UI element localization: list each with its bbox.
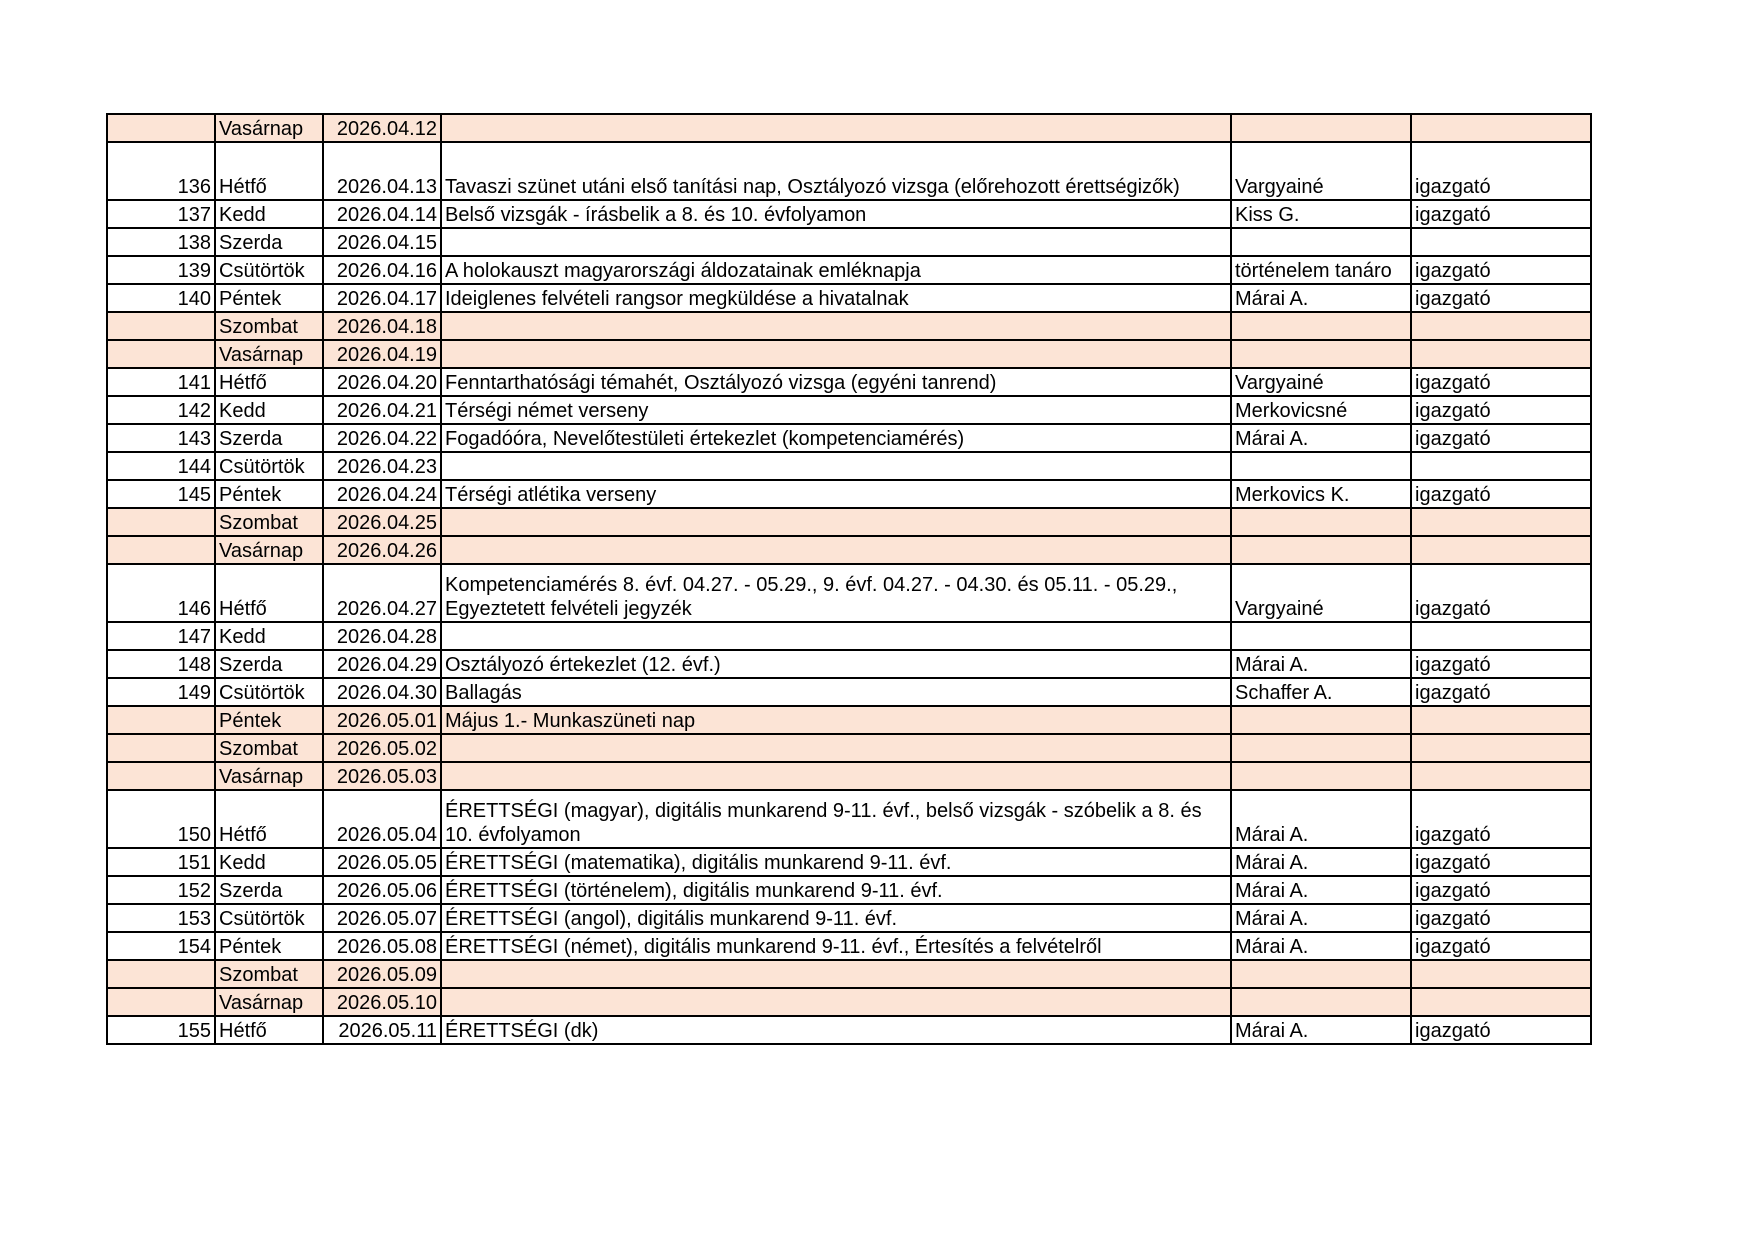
event-cell: ÉRETTSÉGI (angol), digitális munkarend 9-11. évf.	[441, 904, 1231, 932]
row-number-cell: 142	[107, 396, 215, 424]
date-cell: 2026.05.06	[323, 876, 441, 904]
row-number-cell: 155	[107, 1016, 215, 1044]
table-row	[107, 142, 1591, 200]
schedule-table	[106, 113, 1592, 1045]
approver-cell	[1411, 622, 1591, 650]
responsible-cell: történelem tanáro	[1231, 256, 1411, 284]
event-cell: Fogadóóra, Nevelőtestületi értekezlet (kompetenciamérés)	[441, 424, 1231, 452]
event-cell	[441, 340, 1231, 368]
table-row	[107, 368, 1591, 396]
event-cell	[441, 734, 1231, 762]
weekday-cell: Vasárnap	[215, 988, 323, 1016]
responsible-cell	[1231, 536, 1411, 564]
weekday-cell: Csütörtök	[215, 452, 323, 480]
row-number-cell	[107, 536, 215, 564]
row-number-cell	[107, 508, 215, 536]
weekday-cell: Szerda	[215, 228, 323, 256]
approver-cell: igazgató	[1411, 904, 1591, 932]
row-number-cell: 140	[107, 284, 215, 312]
responsible-cell	[1231, 988, 1411, 1016]
row-number-cell	[107, 114, 215, 142]
event-cell: ÉRETTSÉGI (dk)	[441, 1016, 1231, 1044]
responsible-cell: Márai A.	[1231, 1016, 1411, 1044]
row-number-cell	[107, 734, 215, 762]
row-number-cell	[107, 312, 215, 340]
responsible-cell: Márai A.	[1231, 790, 1411, 848]
responsible-cell	[1231, 734, 1411, 762]
event-cell	[441, 452, 1231, 480]
approver-cell: igazgató	[1411, 932, 1591, 960]
row-number-cell: 138	[107, 228, 215, 256]
weekday-cell: Csütörtök	[215, 256, 323, 284]
row-number-cell: 141	[107, 368, 215, 396]
event-cell	[441, 536, 1231, 564]
weekday-cell: Szombat	[215, 960, 323, 988]
table-row	[107, 1016, 1591, 1044]
row-number-cell: 139	[107, 256, 215, 284]
weekday-cell: Vasárnap	[215, 762, 323, 790]
approver-cell: igazgató	[1411, 1016, 1591, 1044]
table-row	[107, 114, 1591, 142]
date-cell: 2026.05.01	[323, 706, 441, 734]
table-row	[107, 480, 1591, 508]
responsible-cell	[1231, 960, 1411, 988]
event-cell: ÉRETTSÉGI (matematika), digitális munkarend 9-11. évf.	[441, 848, 1231, 876]
event-cell: ÉRETTSÉGI (német), digitális munkarend 9-11. évf., Értesítés a felvételről	[441, 932, 1231, 960]
weekday-cell: Szerda	[215, 876, 323, 904]
weekday-cell: Hétfő	[215, 790, 323, 848]
row-number-cell	[107, 706, 215, 734]
responsible-cell: Márai A.	[1231, 876, 1411, 904]
table-row	[107, 876, 1591, 904]
responsible-cell	[1231, 312, 1411, 340]
approver-cell: igazgató	[1411, 876, 1591, 904]
table-row	[107, 200, 1591, 228]
responsible-cell: Márai A.	[1231, 932, 1411, 960]
date-cell: 2026.04.25	[323, 508, 441, 536]
event-cell	[441, 228, 1231, 256]
approver-cell	[1411, 114, 1591, 142]
table-row	[107, 848, 1591, 876]
responsible-cell	[1231, 508, 1411, 536]
date-cell: 2026.04.27	[323, 564, 441, 622]
date-cell: 2026.04.26	[323, 536, 441, 564]
date-cell: 2026.04.13	[323, 142, 441, 200]
approver-cell: igazgató	[1411, 256, 1591, 284]
date-cell: 2026.05.11	[323, 1016, 441, 1044]
row-number-cell: 137	[107, 200, 215, 228]
event-cell: Fenntarthatósági témahét, Osztályozó vizsga (egyéni tanrend)	[441, 368, 1231, 396]
weekday-cell: Kedd	[215, 200, 323, 228]
approver-cell: igazgató	[1411, 396, 1591, 424]
event-cell	[441, 114, 1231, 142]
approver-cell: igazgató	[1411, 142, 1591, 200]
table-row	[107, 706, 1591, 734]
weekday-cell: Hétfő	[215, 142, 323, 200]
approver-cell	[1411, 508, 1591, 536]
event-cell	[441, 960, 1231, 988]
row-number-cell: 144	[107, 452, 215, 480]
weekday-cell: Kedd	[215, 396, 323, 424]
approver-cell	[1411, 228, 1591, 256]
approver-cell: igazgató	[1411, 848, 1591, 876]
date-cell: 2026.05.03	[323, 762, 441, 790]
responsible-cell: Márai A.	[1231, 650, 1411, 678]
row-number-cell: 154	[107, 932, 215, 960]
table-row	[107, 508, 1591, 536]
date-cell: 2026.04.29	[323, 650, 441, 678]
weekday-cell: Kedd	[215, 848, 323, 876]
date-cell: 2026.04.17	[323, 284, 441, 312]
weekday-cell: Hétfő	[215, 564, 323, 622]
responsible-cell: Kiss G.	[1231, 200, 1411, 228]
responsible-cell	[1231, 622, 1411, 650]
table-row	[107, 228, 1591, 256]
event-cell: Május 1.- Munkaszüneti nap	[441, 706, 1231, 734]
event-cell: ÉRETTSÉGI (történelem), digitális munkarend 9-11. évf.	[441, 876, 1231, 904]
approver-cell: igazgató	[1411, 200, 1591, 228]
table-row	[107, 340, 1591, 368]
table-row	[107, 790, 1591, 848]
approver-cell	[1411, 536, 1591, 564]
approver-cell	[1411, 340, 1591, 368]
table-row	[107, 396, 1591, 424]
date-cell: 2026.04.19	[323, 340, 441, 368]
responsible-cell: Schaffer A.	[1231, 678, 1411, 706]
table-row	[107, 904, 1591, 932]
weekday-cell: Szombat	[215, 734, 323, 762]
event-cell: Térségi atlétika verseny	[441, 480, 1231, 508]
responsible-cell: Márai A.	[1231, 904, 1411, 932]
weekday-cell: Hétfő	[215, 368, 323, 396]
weekday-cell: Péntek	[215, 284, 323, 312]
approver-cell: igazgató	[1411, 368, 1591, 396]
date-cell: 2026.04.14	[323, 200, 441, 228]
table-row	[107, 762, 1591, 790]
row-number-cell: 152	[107, 876, 215, 904]
approver-cell	[1411, 312, 1591, 340]
row-number-cell	[107, 762, 215, 790]
event-cell	[441, 622, 1231, 650]
approver-cell	[1411, 706, 1591, 734]
event-cell: ÉRETTSÉGI (magyar), digitális munkarend 9-11. évf., belső vizsgák - szóbelik a 8. és 10. évfolyamon	[441, 790, 1231, 848]
event-cell: Belső vizsgák - írásbelik a 8. és 10. évfolyamon	[441, 200, 1231, 228]
responsible-cell	[1231, 706, 1411, 734]
event-cell: Térségi német verseny	[441, 396, 1231, 424]
date-cell: 2026.04.30	[323, 678, 441, 706]
weekday-cell: Péntek	[215, 932, 323, 960]
approver-cell: igazgató	[1411, 480, 1591, 508]
date-cell: 2026.04.20	[323, 368, 441, 396]
approver-cell	[1411, 960, 1591, 988]
approver-cell: igazgató	[1411, 678, 1591, 706]
row-number-cell: 151	[107, 848, 215, 876]
date-cell: 2026.04.16	[323, 256, 441, 284]
weekday-cell: Csütörtök	[215, 904, 323, 932]
row-number-cell: 150	[107, 790, 215, 848]
date-cell: 2026.04.24	[323, 480, 441, 508]
event-cell: Kompetenciamérés 8. évf. 04.27. - 05.29., 9. évf. 04.27. - 04.30. és 05.11. - 05.29., Egyeztetett felvételi jegyzék	[441, 564, 1231, 622]
table-row	[107, 650, 1591, 678]
event-cell: Tavaszi szünet utáni első tanítási nap, Osztályozó vizsga (előrehozott érettségizők)	[441, 142, 1231, 200]
responsible-cell: Vargyainé	[1231, 368, 1411, 396]
date-cell: 2026.05.05	[323, 848, 441, 876]
approver-cell: igazgató	[1411, 564, 1591, 622]
weekday-cell: Vasárnap	[215, 340, 323, 368]
table-row	[107, 536, 1591, 564]
table-row	[107, 452, 1591, 480]
responsible-cell: Márai A.	[1231, 284, 1411, 312]
event-cell	[441, 508, 1231, 536]
responsible-cell	[1231, 762, 1411, 790]
date-cell: 2026.05.09	[323, 960, 441, 988]
table-row	[107, 564, 1591, 622]
date-cell: 2026.05.10	[323, 988, 441, 1016]
table-row	[107, 424, 1591, 452]
responsible-cell	[1231, 340, 1411, 368]
weekday-cell: Vasárnap	[215, 114, 323, 142]
event-cell	[441, 762, 1231, 790]
date-cell: 2026.05.04	[323, 790, 441, 848]
responsible-cell	[1231, 228, 1411, 256]
table-row	[107, 988, 1591, 1016]
row-number-cell	[107, 340, 215, 368]
approver-cell	[1411, 988, 1591, 1016]
table-row	[107, 932, 1591, 960]
event-cell: Ideiglenes felvételi rangsor megküldése a hivatalnak	[441, 284, 1231, 312]
table-row	[107, 734, 1591, 762]
weekday-cell: Kedd	[215, 622, 323, 650]
table-row	[107, 622, 1591, 650]
approver-cell	[1411, 452, 1591, 480]
weekday-cell: Szerda	[215, 424, 323, 452]
responsible-cell: Márai A.	[1231, 848, 1411, 876]
date-cell: 2026.04.15	[323, 228, 441, 256]
event-cell	[441, 312, 1231, 340]
row-number-cell: 148	[107, 650, 215, 678]
row-number-cell: 143	[107, 424, 215, 452]
row-number-cell: 136	[107, 142, 215, 200]
schedule-body	[107, 114, 1591, 1044]
event-cell: Ballagás	[441, 678, 1231, 706]
weekday-cell: Szerda	[215, 650, 323, 678]
row-number-cell: 146	[107, 564, 215, 622]
weekday-cell: Péntek	[215, 480, 323, 508]
table-row	[107, 284, 1591, 312]
table-row	[107, 256, 1591, 284]
table-row	[107, 678, 1591, 706]
table-row	[107, 960, 1591, 988]
date-cell: 2026.04.28	[323, 622, 441, 650]
date-cell: 2026.05.07	[323, 904, 441, 932]
approver-cell: igazgató	[1411, 284, 1591, 312]
responsible-cell: Vargyainé	[1231, 142, 1411, 200]
event-cell	[441, 988, 1231, 1016]
weekday-cell: Szombat	[215, 312, 323, 340]
weekday-cell: Hétfő	[215, 1016, 323, 1044]
date-cell: 2026.04.22	[323, 424, 441, 452]
row-number-cell	[107, 988, 215, 1016]
date-cell: 2026.04.18	[323, 312, 441, 340]
responsible-cell: Márai A.	[1231, 424, 1411, 452]
row-number-cell: 149	[107, 678, 215, 706]
approver-cell: igazgató	[1411, 790, 1591, 848]
date-cell: 2026.05.02	[323, 734, 441, 762]
weekday-cell: Szombat	[215, 508, 323, 536]
responsible-cell: Merkovicsné	[1231, 396, 1411, 424]
responsible-cell: Merkovics K.	[1231, 480, 1411, 508]
row-number-cell: 153	[107, 904, 215, 932]
approver-cell: igazgató	[1411, 650, 1591, 678]
event-cell: Osztályozó értekezlet (12. évf.)	[441, 650, 1231, 678]
date-cell: 2026.04.23	[323, 452, 441, 480]
date-cell: 2026.04.21	[323, 396, 441, 424]
responsible-cell: Vargyainé	[1231, 564, 1411, 622]
approver-cell	[1411, 762, 1591, 790]
table-row	[107, 312, 1591, 340]
event-cell: A holokauszt magyarországi áldozatainak emléknapja	[441, 256, 1231, 284]
approver-cell	[1411, 734, 1591, 762]
row-number-cell: 147	[107, 622, 215, 650]
weekday-cell: Csütörtök	[215, 678, 323, 706]
date-cell: 2026.04.12	[323, 114, 441, 142]
weekday-cell: Vasárnap	[215, 536, 323, 564]
weekday-cell: Péntek	[215, 706, 323, 734]
row-number-cell	[107, 960, 215, 988]
row-number-cell: 145	[107, 480, 215, 508]
approver-cell: igazgató	[1411, 424, 1591, 452]
responsible-cell	[1231, 114, 1411, 142]
responsible-cell	[1231, 452, 1411, 480]
date-cell: 2026.05.08	[323, 932, 441, 960]
